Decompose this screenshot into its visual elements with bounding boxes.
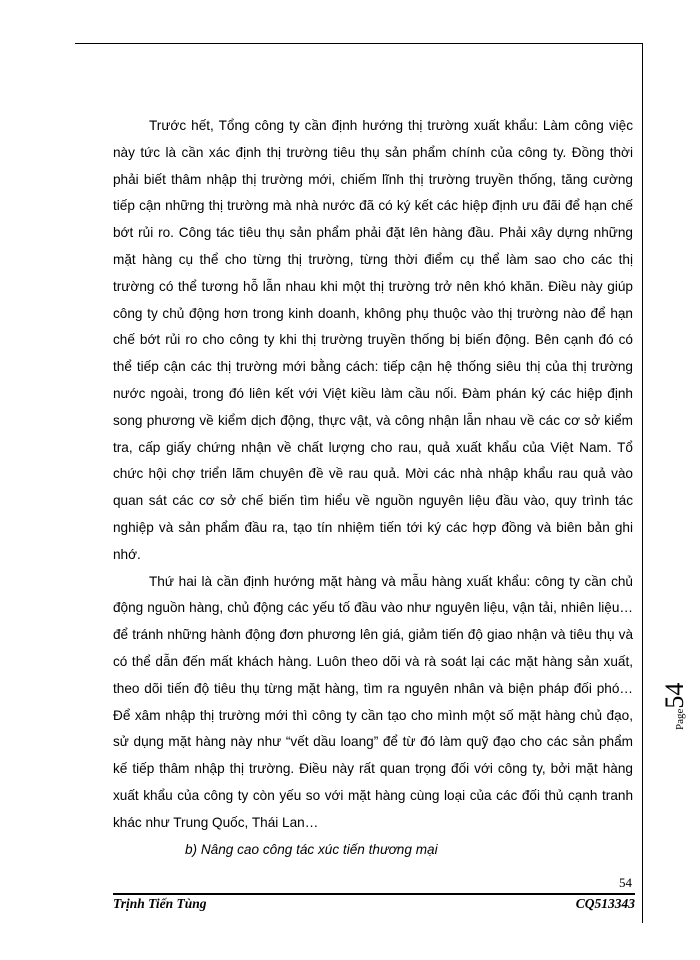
- page-frame-top-border: [75, 43, 643, 44]
- paragraph-market-orientation: Trước hết, Tổng công ty cần định hướng thị trường xuất khẩu: Làm công việc này tức là cần xác định thị trường tiêu thụ sản phẩm chính của công ty. Đồng thời phải biết thâm nhập thị trường mới, chiếm lĩnh thị trường truyền thống, tăng cường tiếp cận những thị trường mà nhà nước đã có ký kết các hiệp định ưu đãi để hạn chế bớt rủi ro. Công tác tiêu thụ sản phẩm phải đặt lên hàng đầu. Phải xây dựng những mặt hàng cụ thể cho từng thị trường, từng thời điểm cụ thể làm sao cho các thị trường có thể tương hỗ lẫn nhau khi một thị trường trở nên khó khăn. Điều này giúp công ty chủ động hơn trong kinh doanh, không phụ thuộc vào thị trường nào để hạn chế bớt rủi ro cho công ty khi thị trường truyền thống bị biến động. Bên cạnh đó có thể tiếp cận các thị trường mới bằng cách: tiếp cận hệ thống siêu thị của thị trường nước ngoài, trong đó liên kết với Việt kiều làm cầu nối. Đàm phán ký các hiệp định song phương về kiểm dịch động, thực vật, và công nhận lẫn nhau về các cơ sở kiểm tra, cấp giấy chứng nhận về chất lượng cho rau, quả xuất khẩu của Việt Nam. Tổ chức hội chợ triển lãm chuyên đề về rau quả. Mời các nhà nhập khẩu rau quả vào quan sát các cơ sở chế biến tìm hiểu về nguồn nguyên liệu đầu vào, quy trình tác nghiệp và sản phẩm đầu ra, tạo tín nhiệm tiến tới ký các hợp đồng và biên bản ghi nhớ.: [113, 118, 633, 562]
- section-subheading: b) Nâng cao công tác xúc tiến thương mại: [185, 841, 438, 857]
- footer-code: CQ513343: [575, 896, 635, 911]
- page-tag-number: 54: [660, 682, 689, 709]
- page-number: 54: [619, 875, 632, 890]
- page-margin-tag: [640, 668, 700, 728]
- document-body: [113, 113, 633, 863]
- footer-divider: [113, 893, 635, 895]
- footer-author: Trịnh Tiến Tùng: [113, 896, 207, 911]
- page-tag-word: Page: [674, 708, 686, 730]
- paragraph-product-orientation: Thứ hai là cần định hướng mặt hàng và mẫu hàng xuất khẩu: công ty cần chủ động nguồn hàng, chủ động các yếu tố đầu vào như nguyên liệu, vận tải, nhiên liệu… để tránh những hành động đơn phương lên giá, giảm tiến độ giao nhận và tiêu thụ và có thể dẫn đến mất khách hàng. Luôn theo dõi và rà soát lại các mặt hàng sản xuất, theo dõi tiến độ tiêu thụ từng mặt hàng, tìm ra nguyên nhân và biện pháp đối phó… Để xâm nhập thị trường mới thì công ty cần tạo cho mình một số mặt hàng chủ đạo, sử dụng mặt hàng này như “vết dầu loang” để từ đó làm quỹ đạo cho các sản phẩm kế tiếp thâm nhập thị trường. Điều này rất quan trọng đối với công ty, bởi mặt hàng xuất khẩu của công ty còn yếu so với mặt hàng cùng loại của các đối thủ cạnh tranh khác như Trung Quốc, Thái Lan…: [113, 573, 633, 830]
- page-frame-right-border: [642, 43, 643, 923]
